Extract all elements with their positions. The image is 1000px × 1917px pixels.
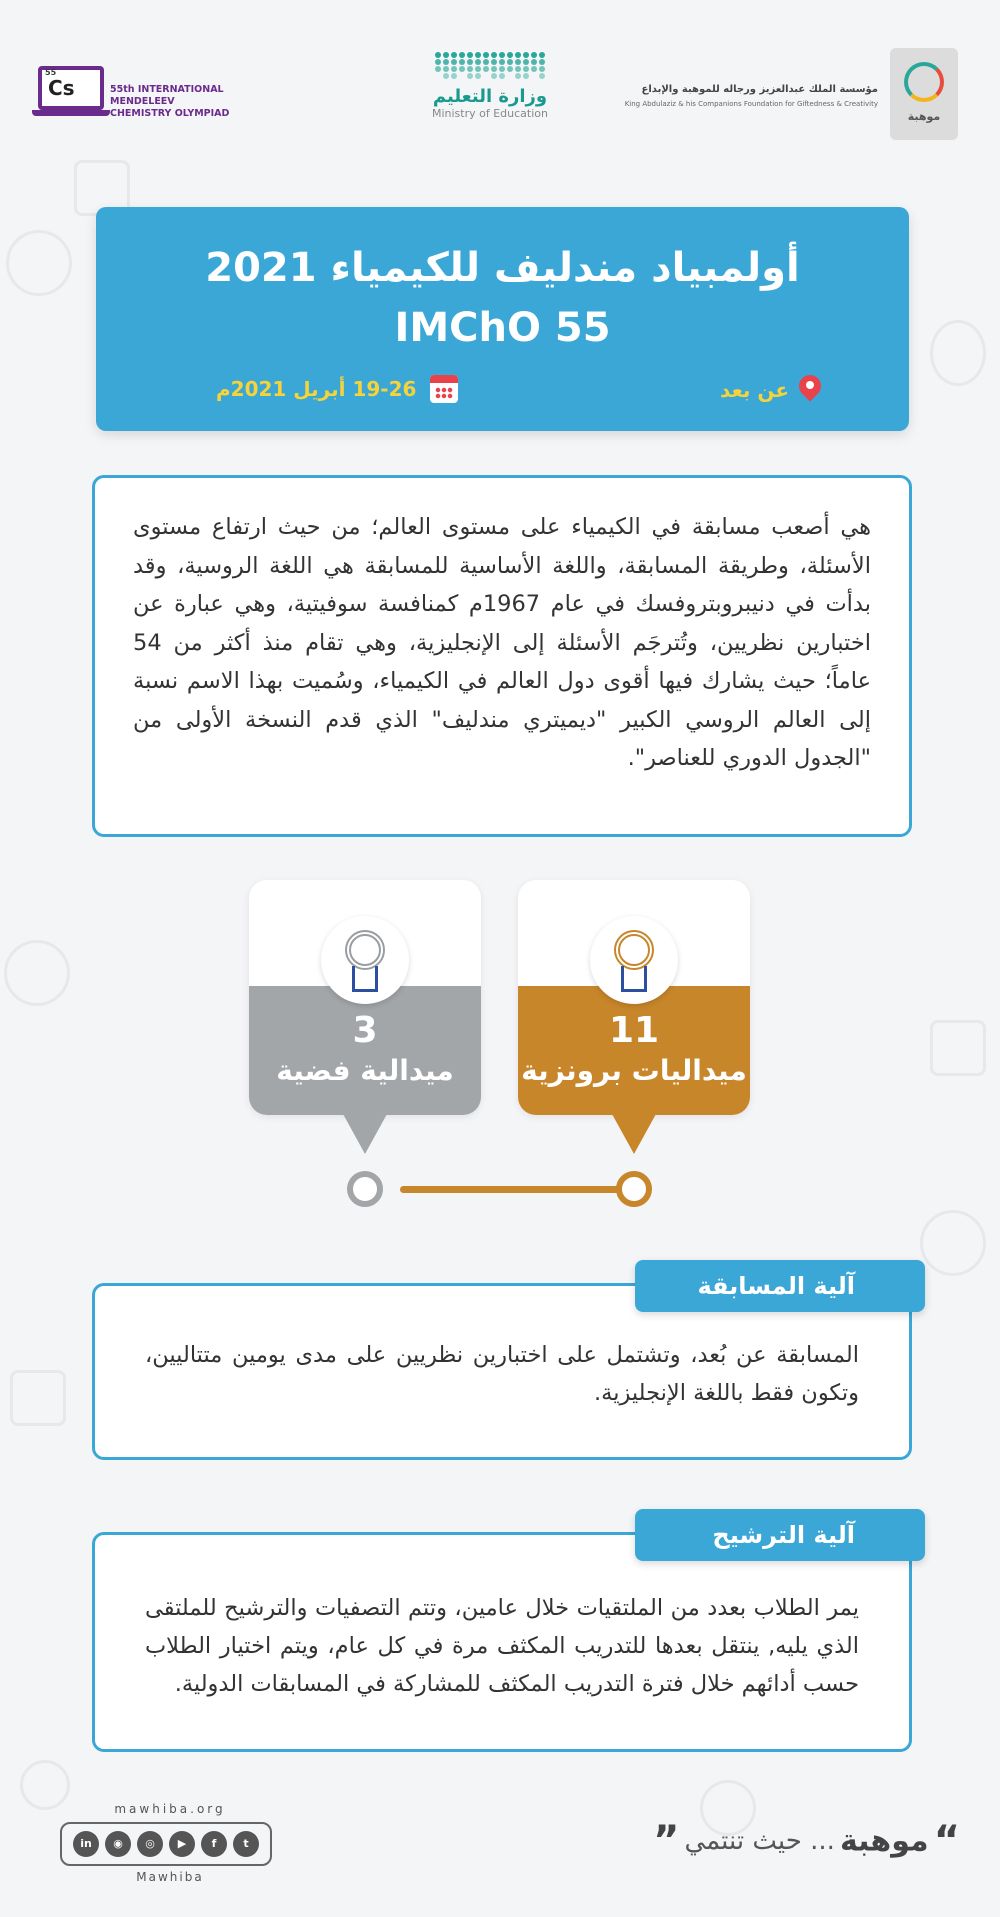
ministry-dot xyxy=(491,66,497,72)
ministry-dot xyxy=(523,66,529,72)
mawhiba-box-label: موهبة xyxy=(907,110,941,123)
ministry-dot xyxy=(475,73,481,79)
ministry-dot xyxy=(499,59,505,65)
laptop-icon xyxy=(38,66,104,110)
mawhiba-foundation-logo xyxy=(624,48,958,140)
ministry-dot xyxy=(443,66,449,72)
ministry-dot xyxy=(451,59,457,65)
page-title: أولمبياد مندليف للكيمياء 2021 xyxy=(205,245,800,291)
mawhiba-mark-icon xyxy=(904,62,944,102)
ministry-dot xyxy=(523,59,529,65)
section-text: المسابقة عن بُعد، وتشتمل على اختبارين نظريين على مدى يومين متتاليين، وتكون فقط باللغة الإنجليزية. xyxy=(145,1342,859,1406)
slogan-text: ... حيث تنتمي xyxy=(684,1826,835,1856)
ministry-dot xyxy=(475,52,481,58)
bronze-label: ميداليات برونزية xyxy=(521,1054,747,1087)
section-title: آلية المسابقة xyxy=(635,1260,925,1312)
nomination-mechanism-card xyxy=(92,1521,912,1752)
bronze-count: 11 xyxy=(608,1010,660,1051)
ministry-of-education-logo xyxy=(370,52,610,138)
ministry-dot xyxy=(467,52,473,58)
bronze-timeline-node xyxy=(616,1171,652,1207)
ministry-dot xyxy=(451,66,457,72)
slogan-brand: موهبة xyxy=(839,1823,929,1859)
snapchat-icon[interactable]: ◉ xyxy=(105,1831,131,1857)
mendeleev-line1: 55th INTERNATIONAL MENDELEEV xyxy=(110,84,224,107)
ministry-dot xyxy=(451,52,457,58)
ministry-dot xyxy=(515,59,521,65)
atom-doodle xyxy=(4,940,70,1006)
competition-mechanism-card xyxy=(92,1272,912,1460)
calculator-doodle xyxy=(930,1020,986,1076)
description-card xyxy=(92,475,912,837)
ministry-dot xyxy=(491,52,497,58)
quote-close: ” xyxy=(653,1818,680,1864)
ministry-arabic-name: وزارة التعليم xyxy=(432,86,548,107)
atom-doodle xyxy=(920,1210,986,1276)
ministry-dot xyxy=(531,66,537,72)
ministry-dot xyxy=(467,59,473,65)
silver-count: 3 xyxy=(352,1010,378,1051)
ministry-dot xyxy=(483,52,489,58)
ministry-dot xyxy=(475,66,481,72)
medal-icon xyxy=(590,916,678,1004)
ministry-dot xyxy=(515,73,521,79)
silver-medal-card xyxy=(249,880,481,1115)
ministry-dot xyxy=(539,66,545,72)
ministry-dot xyxy=(435,66,441,72)
footer-url[interactable]: mawhiba.org xyxy=(114,1802,226,1816)
linkedin-icon[interactable]: in xyxy=(73,1831,99,1857)
laptop-base xyxy=(32,110,110,116)
foundation-english-name: King Abdulaziz & his Companions Foundation for Giftedness & Creativity xyxy=(624,100,878,108)
ministry-dot xyxy=(491,59,497,65)
ministry-dot xyxy=(515,52,521,58)
ministry-dot xyxy=(443,73,449,79)
element-symbol: Cs xyxy=(48,76,75,100)
ministry-dot xyxy=(443,59,449,65)
timeline-line xyxy=(400,1186,630,1193)
date-text: 19-26 أبريل 2021م xyxy=(216,377,417,401)
section-title: آلية الترشيح xyxy=(635,1509,925,1561)
mawhiba-logo-box xyxy=(890,48,958,140)
ministry-dot xyxy=(467,66,473,72)
badge-number: 55 xyxy=(45,68,57,77)
ministry-dot xyxy=(451,73,457,79)
ministry-dot xyxy=(507,52,513,58)
section-text: يمر الطلاب بعدد من الملتقيات خلال عامين، وتتم التصفيات والترشيح للملتقى الذي يليه, ينتقل بعدها للتدريب المكثف مرة في كل عام، ويتم اختيار الطلاب حسب أدائهم خلال فترة التدريب المكثف للمشاركة في المسابقات الدولية. xyxy=(145,1595,859,1697)
medal-ribbon xyxy=(621,966,647,992)
ministry-dot xyxy=(443,52,449,58)
ministry-dot xyxy=(459,59,465,65)
ministry-dot xyxy=(459,52,465,58)
quote-open: “ xyxy=(933,1818,960,1864)
ministry-dots-icon xyxy=(435,52,545,82)
ministry-dot xyxy=(499,66,505,72)
ministry-dot xyxy=(539,73,545,79)
ministry-dot xyxy=(483,66,489,72)
ministry-dot xyxy=(467,73,473,79)
slogan xyxy=(600,1818,960,1868)
ministry-dot xyxy=(499,73,505,79)
ministry-dot xyxy=(507,59,513,65)
instagram-icon[interactable]: ◎ xyxy=(137,1831,163,1857)
ministry-dot xyxy=(435,59,441,65)
youtube-icon[interactable]: ▶ xyxy=(169,1831,195,1857)
facebook-icon[interactable]: f xyxy=(201,1831,227,1857)
ministry-dot xyxy=(507,66,513,72)
medal-ribbon xyxy=(352,966,378,992)
ministry-dot xyxy=(491,73,497,79)
ministry-dot xyxy=(539,59,545,65)
footer-brand: Mawhiba xyxy=(136,1870,204,1884)
twitter-icon[interactable]: t xyxy=(233,1831,259,1857)
medal-icon xyxy=(321,916,409,1004)
ministry-dot xyxy=(523,52,529,58)
silver-timeline-node xyxy=(347,1171,383,1207)
pin-icon xyxy=(799,375,821,405)
event-date xyxy=(216,375,458,403)
title-card xyxy=(96,207,909,431)
location-text: عن بعد xyxy=(720,378,789,402)
ministry-dot xyxy=(523,73,529,79)
calendar-icon xyxy=(430,375,458,403)
medal-ring xyxy=(614,930,654,970)
foundation-arabic-name: مؤسسة الملك عبدالعزيز ورجاله للموهبة والإبداع xyxy=(641,84,878,95)
bronze-medal-card xyxy=(518,880,750,1115)
mendeleev-line2: CHEMISTRY OLYMPIAD xyxy=(110,108,230,119)
mendeleev-logo-text xyxy=(110,84,270,120)
ministry-dot xyxy=(515,66,521,72)
bronze-pointer xyxy=(612,1114,656,1154)
ministry-dot xyxy=(483,59,489,65)
ministry-dot xyxy=(531,52,537,58)
ministry-english-name: Ministry of Education xyxy=(431,107,548,120)
flask-doodle xyxy=(930,320,986,386)
social-links xyxy=(60,1822,272,1866)
ministry-dot xyxy=(459,66,465,72)
footer-social xyxy=(60,1802,280,1898)
mendeleev-olympiad-logo xyxy=(38,66,268,120)
page-subtitle: IMChO 55 xyxy=(394,305,611,351)
ministry-dot xyxy=(475,59,481,65)
description-text: هي أصعب مسابقة في الكيمياء على مستوى العالم؛ من حيث ارتفاع مستوى الأسئلة، وطريقة المسابقة، واللغة الأساسية للمسابقة هي اللغة الروسية، وقد بدأت في دنيبروبتروفسك في عام 1967م كمنافسة سوفيتية، وهي عبارة عن اختبارين نظريين، وتُترجَم الأسئلة إلى الإنجليزية، وهي تقام منذ أكثر من 54 عاماً؛ حيث يشارك فيها أقوى دول العالم في الكيمياء، وسُميت بهذا الاسم نسبة إلى العالم الروسي الكبير "ديميتري مندليف" الذي قدم النسخة الأولى من "الجدول الدوري للعناصر". xyxy=(133,514,872,771)
silver-pointer xyxy=(343,1114,387,1154)
event-location xyxy=(720,375,821,405)
atom-doodle xyxy=(6,230,72,296)
ministry-dot xyxy=(435,52,441,58)
silver-label: ميدالية فضية xyxy=(276,1054,454,1087)
ministry-dot xyxy=(539,52,545,58)
ministry-dot xyxy=(531,59,537,65)
ministry-dot xyxy=(499,52,505,58)
calculator-doodle xyxy=(10,1370,66,1426)
medal-ring xyxy=(345,930,385,970)
